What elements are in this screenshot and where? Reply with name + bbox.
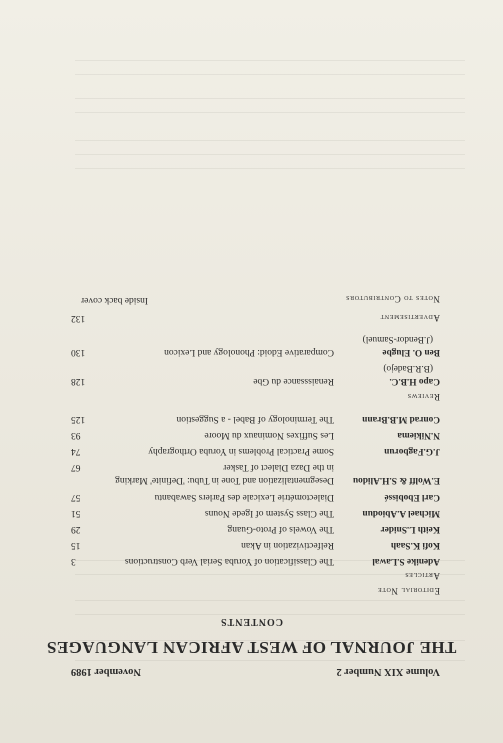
toc-row bbox=[0, 472, 503, 485]
toc-row bbox=[0, 489, 503, 502]
toc-page-number: 15 bbox=[71, 540, 81, 550]
reviewer-name: (J.Bendor-Samuel) bbox=[362, 334, 433, 344]
toc-title: The Terminology of Babel - a Suggestion bbox=[176, 414, 334, 424]
review-book-author: Capo H.B.C. bbox=[389, 376, 440, 386]
toc-title: Some Practical Problems in Yoruba Orthography bbox=[148, 446, 334, 456]
toc-row bbox=[0, 521, 503, 534]
toc-title: Relfectivization in Akan bbox=[241, 540, 334, 550]
toc-author: Kofi K.Saah bbox=[390, 540, 440, 550]
reviews-heading: Reviews bbox=[407, 392, 440, 402]
toc-author: Keith L.Snider bbox=[380, 524, 440, 534]
review-row bbox=[0, 373, 503, 386]
toc-title: Les Suffixes Nominaux du Moore bbox=[204, 430, 334, 440]
notes-page-reference: Inside back cover bbox=[81, 295, 148, 305]
toc-row bbox=[0, 443, 503, 456]
toc-author: Michael A.Abiodun bbox=[362, 508, 440, 518]
toc-page-number: 74 bbox=[71, 446, 81, 456]
toc-row-continuation bbox=[0, 459, 503, 472]
volume-number: Volume XIX Number 2 bbox=[336, 666, 440, 677]
editorial-note-heading: Editorial Note bbox=[377, 586, 440, 596]
review-row-continuation bbox=[0, 360, 503, 373]
toc-author: Conrad M.B.Brann bbox=[362, 414, 440, 424]
toc-row bbox=[0, 505, 503, 518]
toc-row bbox=[0, 411, 503, 424]
toc-title: The Vowels of Proto-Guang bbox=[227, 524, 334, 534]
journal-title: THE JOURNAL OF WEST AFRICAN LANGUAGES bbox=[46, 638, 457, 657]
toc-row bbox=[0, 427, 503, 440]
review-book-author: Ben O. Elugbe bbox=[382, 347, 440, 357]
toc-page-number: 128 bbox=[71, 376, 86, 386]
toc-page-number: 130 bbox=[71, 347, 86, 357]
toc-author: J.G.Fagborun bbox=[384, 446, 440, 456]
toc-page-number: 29 bbox=[71, 524, 81, 534]
toc-author: Carl Ebobissé bbox=[384, 492, 440, 502]
issue-date: November 1989 bbox=[70, 666, 141, 677]
notes-to-contributors-heading: Notes to Contributors bbox=[345, 294, 440, 304]
toc-title: The Classification of Yoruba Serial Verb Constructions bbox=[124, 556, 334, 566]
toc-page-number: 125 bbox=[71, 414, 86, 424]
toc-page-number: 93 bbox=[71, 430, 81, 440]
toc-row bbox=[0, 537, 503, 550]
toc-title: The Class System of Igede Nouns bbox=[204, 508, 334, 518]
toc-page-number: 3 bbox=[71, 556, 76, 566]
articles-heading: Articles bbox=[404, 571, 440, 581]
review-row bbox=[0, 344, 503, 357]
advertisement-heading: Advertisement bbox=[380, 313, 440, 323]
toc-page-number: 51 bbox=[71, 508, 81, 518]
reviewer-name: (B.R.Badejo) bbox=[383, 363, 433, 373]
toc-author: Adenike S.Lawal bbox=[372, 556, 440, 566]
toc-row bbox=[0, 553, 503, 566]
toc-page-number: 67 bbox=[71, 462, 81, 472]
toc-author: N.Nikiema bbox=[397, 430, 440, 440]
toc-author: E.Wolff & S.H.Alidou bbox=[352, 475, 440, 485]
toc-title: Dialectométrie Lexicale des Parlers Sawabantu bbox=[154, 492, 334, 502]
review-book-title: Renaisssance du Gbe bbox=[253, 376, 334, 386]
review-book-title: Comparative Edoid: Phonology and Lexicon bbox=[164, 347, 334, 357]
review-row-continuation bbox=[0, 331, 503, 344]
toc-title-continued: in the Daza Dialect of Tasker bbox=[223, 462, 334, 472]
toc-title: Desegmentalization and Tone in Tubu: 'Definite' Marking bbox=[115, 475, 334, 485]
advertisement-row bbox=[0, 310, 503, 323]
toc-page-number: 57 bbox=[71, 492, 81, 502]
contents-heading: CONTENTS bbox=[220, 616, 284, 627]
toc-page-number: 132 bbox=[71, 313, 86, 323]
